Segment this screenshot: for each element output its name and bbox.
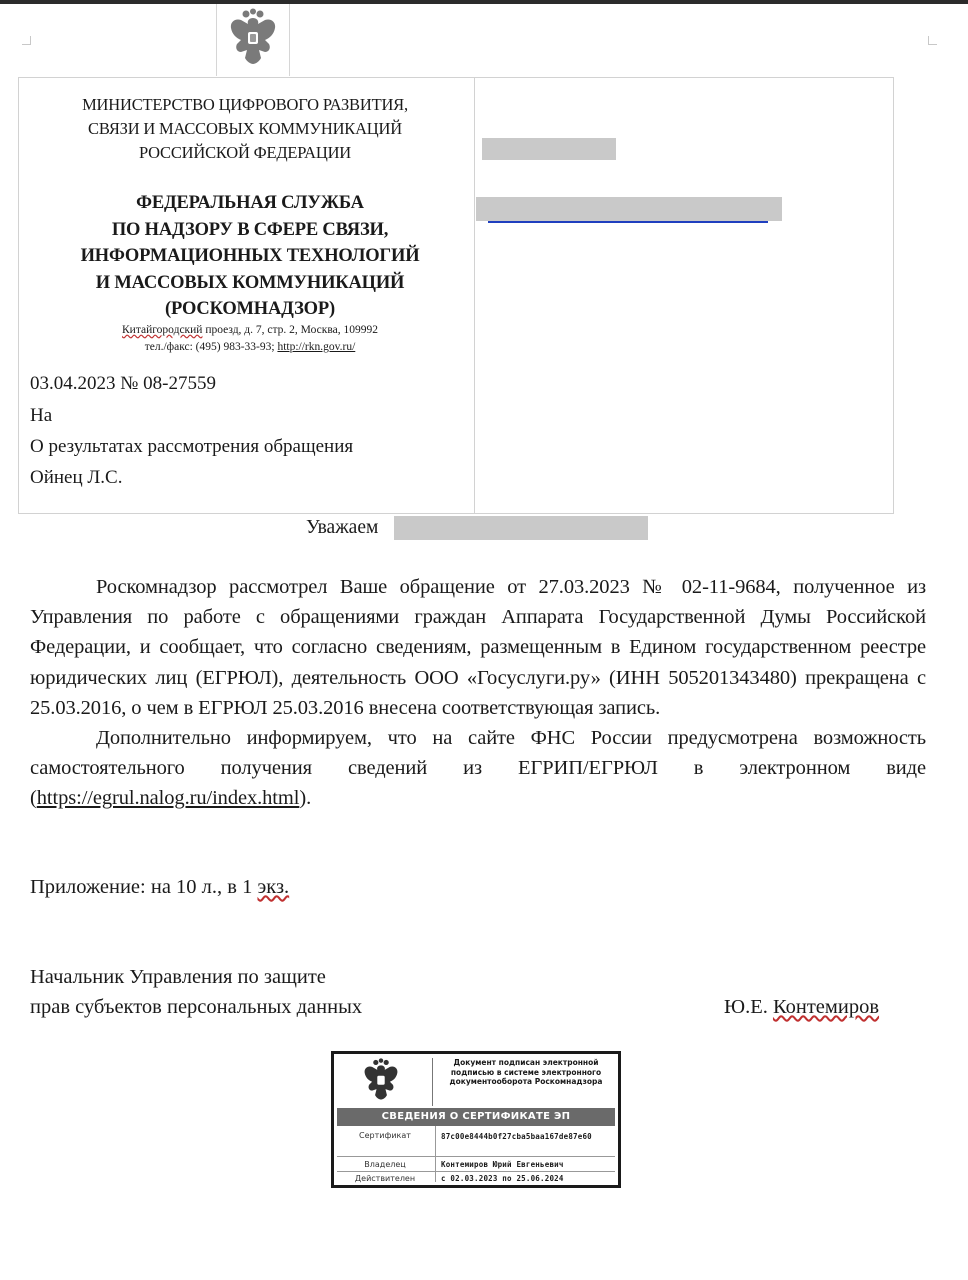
- date-number: 03.04.2023 № 08-27559: [30, 373, 216, 394]
- ministry-name: МИНИСТЕРСТВО ЦИФРОВОГО РАЗВИТИЯ, СВЯЗИ И МАССОВЫХ КОММУНИКАЦИЙ РОССИЙСКОЙ ФЕДЕРАЦИИ: [82, 95, 408, 162]
- emblem-frame: [216, 4, 290, 76]
- top-border: [0, 0, 968, 4]
- stamp-heading: Документ подписан электронной подписью в системе электронного документооборота Роскомнадзора: [449, 1058, 603, 1086]
- redacted-recipient-address: [476, 197, 782, 221]
- page-corner-mark-left: [22, 36, 31, 45]
- coat-of-arms-icon: [227, 8, 279, 70]
- stamp-band: СВЕДЕНИЯ О СЕРТИФИКАТЕ ЭП: [337, 1108, 615, 1126]
- redacted-recipient-underline: [488, 221, 768, 223]
- e-signature-stamp: Документ подписан электронной подписью в системе электронного документооборота Роскомнадзора СВЕДЕНИЯ О СЕРТИФИКАТЕ ЭП Сертификат 87c00e8444b0f27cba5baa167de87e60 Владелец Контемиров Юрий Евгеньевич Действителен с 02.03.2023 по 25.06.2024: [331, 1051, 621, 1188]
- subject-line: О результатах рассмотрения обращения: [30, 436, 354, 457]
- stamp-row-separator: [337, 1171, 615, 1172]
- site-link[interactable]: http://rkn.gov.ru/: [277, 341, 356, 353]
- header-divider: [474, 77, 475, 514]
- on-reference: На: [30, 405, 53, 426]
- phone-fax: тел./факс: (495) 983-33-93;: [144, 341, 278, 353]
- coat-of-arms-icon: [358, 1058, 404, 1104]
- redacted-recipient-name: [482, 138, 616, 160]
- paragraph-2: Дополнительно информируем, что на сайте ФНС России предусмотрена возможность самостоятельного получения сведений из ЕГРИП/ЕГРЮЛ в электронном виде (https://egrul.nalog.ru/index.html).: [30, 727, 926, 810]
- signatory-name: Ю.Е. Контемиров: [724, 996, 880, 1018]
- subject-name: Ойнец Л.С.: [30, 467, 123, 488]
- address-rest: проезд, д. 7, стр. 2, Москва, 109992: [202, 324, 378, 336]
- paragraph-1: Роскомнадзор рассмотрел Ваше обращение от 27.03.2023 № 02-11-9684, полученное из Управления по работе с обращениями граждан Аппарата Государственной Думы Российской Федерации, и сообщает, что согласно сведениям, размещенным в Едином государственном реестре юридических лиц (ЕГРЮЛ), деятельность ООО «Госуслуги.ру» (ИНН 505201343480) прекращена с 25.03.2016, о чем в ЕГРЮЛ 25.03.2016 внесена соответствующая запись.: [30, 576, 926, 719]
- service-name: ФЕДЕРАЛЬНАЯ СЛУЖБА ПО НАДЗОРУ В СФЕРЕ СВЯЗИ, ИНФОРМАЦИОННЫХ ТЕХНОЛОГИЙ И МАССОВЫХ КОММУНИКАЦИЙ (РОСКОМНАДЗОР): [80, 193, 420, 319]
- signatory-title: Начальник Управления по защите прав субъектов персональных данных: [30, 966, 363, 1018]
- appendix-line: Приложение: на 10 л., в 1 экз.: [30, 876, 290, 898]
- stamp-row-separator: [337, 1156, 615, 1157]
- address-street: Китайгородский: [122, 324, 203, 336]
- egrul-link[interactable]: https://egrul.nalog.ru/index.html: [36, 787, 300, 810]
- letter-body: [30, 572, 926, 814]
- page-corner-mark-right: [928, 36, 937, 45]
- sender-address: [30, 322, 470, 356]
- redacted-salutation-name: [394, 516, 648, 540]
- salutation: Уважаем: [306, 517, 379, 538]
- stamp-column-divider: [435, 1126, 436, 1182]
